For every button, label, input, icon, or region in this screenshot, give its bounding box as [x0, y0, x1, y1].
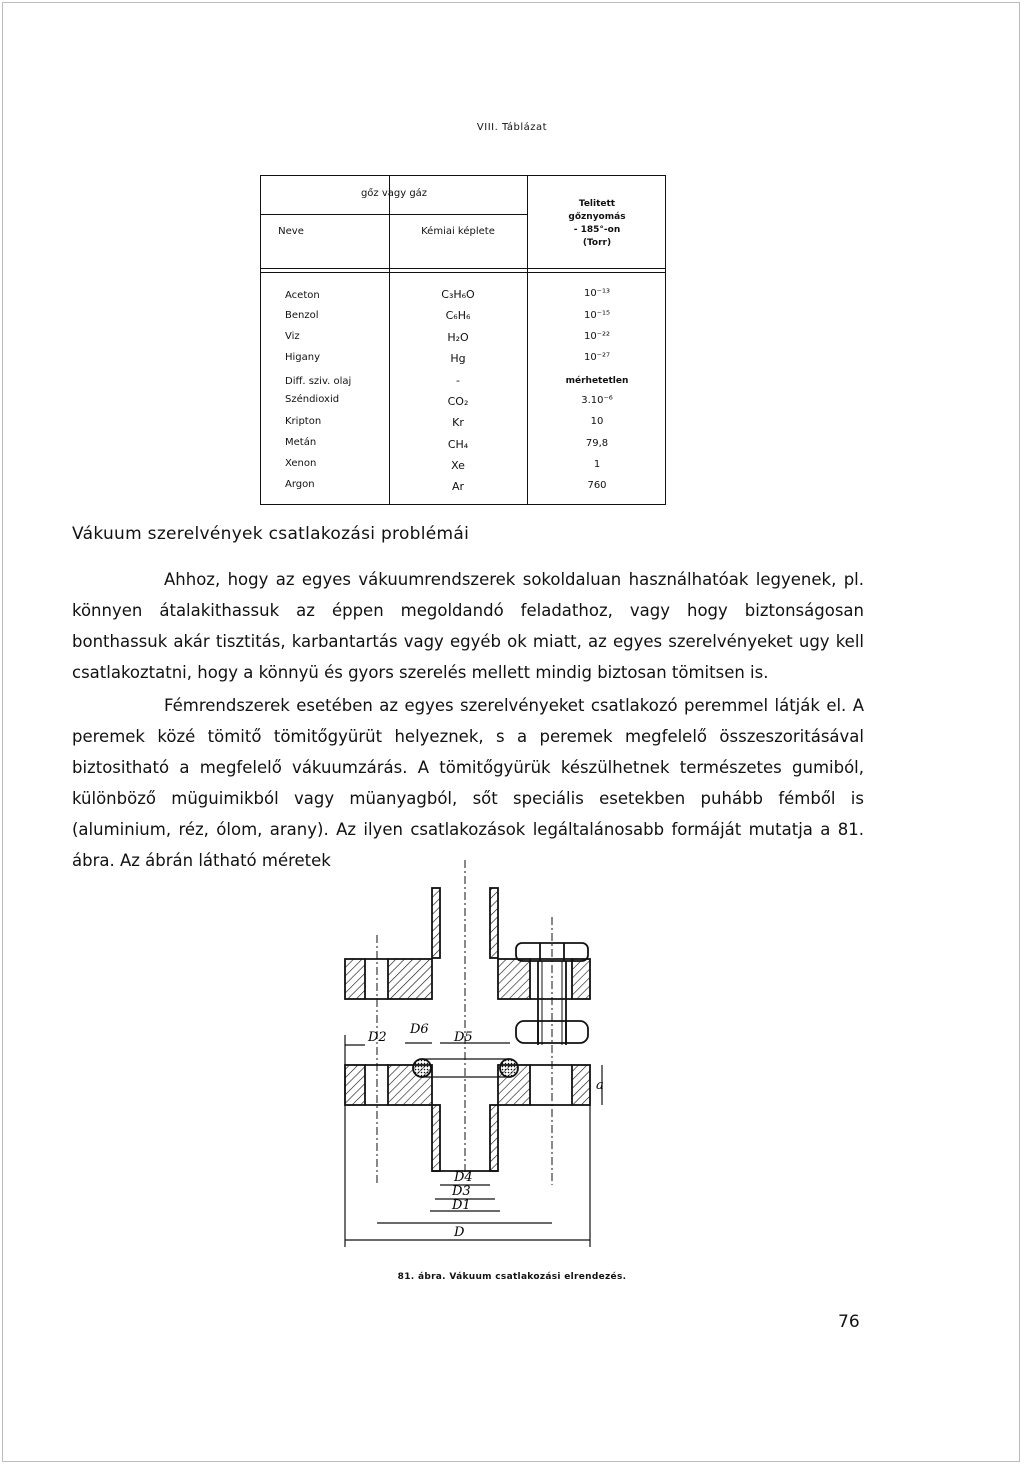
upper-flange-right-inner	[498, 959, 530, 999]
row-formula: CO₂	[447, 395, 469, 408]
row-pressure: 760	[587, 480, 607, 491]
row-name: Viz	[285, 331, 300, 342]
row-name: Xenon	[285, 458, 317, 469]
row-name: Metán	[285, 437, 317, 448]
row-name: Diff. sziv. olaj	[285, 376, 352, 387]
row-pressure: 10⁻¹³	[583, 288, 611, 299]
column-pressures	[527, 176, 667, 506]
column-formulas	[389, 176, 527, 506]
row-name: Higany	[285, 352, 321, 363]
row-name: Benzol	[285, 310, 319, 321]
table-caption: VIII. Táblázat	[476, 122, 548, 133]
row-pressure: 10⁻¹⁵	[583, 310, 611, 321]
page-number: 76	[838, 1312, 860, 1332]
label-d5: D5	[454, 1030, 473, 1045]
row-formula: Ar	[451, 480, 465, 493]
header-pressure-line-2: gőznyomás	[568, 212, 626, 222]
lower-flange-right-outer	[572, 1065, 590, 1105]
upper-tube-right-wall	[490, 888, 498, 958]
label-d6: D6	[410, 1022, 429, 1037]
row-formula: Xe	[451, 459, 465, 472]
lower-flange-left-outer	[345, 1065, 365, 1105]
row-formula: -	[456, 374, 460, 387]
header-pressure-line-3: - 185°-on	[573, 225, 621, 235]
paragraph-1: Ahhoz, hogy az egyes vákuumrendszerek sokoldaluan használhatóak legyenek, pl. könnyen átalakithassuk az éppen megoldandó feladathoz, vagy hogy biztonságosan bonthassuk akár tisztitás, karbantartás vagy egyéb ok miatt, az egyes szerelvényeket ugy kell csatlakoztatni, hogy a könnyü és gyors szerelés mellett mindig biztosan tömitsen is.	[72, 570, 864, 682]
row-name: Argon	[285, 479, 315, 490]
header-formula: Kémiai képlete	[421, 226, 495, 237]
row-formula: H₂O	[447, 331, 469, 344]
section-heading: Vákuum szerelvények csatlakozási problémái	[72, 524, 470, 544]
paragraph-2: Fémrendszerek esetében az egyes szerelvényeket csatlakozó peremmel látják el. A peremek közé tömitő tömitőgyürüt helyeznek, s a peremek megfelelő összeszoritásával biztositható a megfelelő vákuumzárás. A tömitőgyürük készülhetnek természetes gumiból, különböző müguimikból vagy müanyagból, sőt speciális esetekben puhább fémből is (aluminium, réz, ólom, arany). Az ilyen csatlakozások legáltalánosabb formáját mutatja a 81. ábra. Az ábrán látható méretek	[72, 696, 864, 870]
label-d4: D4	[454, 1170, 473, 1185]
header-pressure-line-4: (Torr)	[582, 238, 612, 248]
label-a: a	[596, 1078, 604, 1093]
row-name: Széndioxid	[285, 394, 340, 405]
row-pressure: 3.10⁻⁶	[581, 395, 613, 406]
lower-flange-left-inner	[388, 1065, 432, 1105]
row-formula: C₆H₆	[445, 309, 471, 322]
label-d: D	[454, 1225, 465, 1240]
row-pressure: mérhetetlen	[565, 376, 629, 386]
column-names	[285, 176, 389, 506]
lower-tube-right-wall	[490, 1105, 498, 1171]
row-name: Kripton	[285, 416, 322, 427]
upper-flange-left-outer	[345, 959, 365, 999]
upper-flange-right-outer	[572, 959, 590, 999]
header-name: Neve	[278, 226, 304, 237]
label-d1: D1	[452, 1198, 471, 1213]
row-formula: CH₄	[447, 438, 469, 451]
label-d2: D2	[368, 1030, 387, 1045]
header-pressure-line-1: Telitett	[578, 199, 616, 209]
upper-tube-left-wall	[432, 888, 440, 958]
row-formula: Hg	[450, 352, 466, 365]
flange-connection-figure	[330, 855, 610, 1250]
row-pressure: 10⁻²⁷	[583, 352, 611, 363]
row-pressure: 1	[593, 459, 601, 470]
row-pressure: 79,8	[585, 438, 609, 449]
row-name: Aceton	[285, 290, 320, 301]
row-pressure: 10⁻²²	[583, 331, 611, 342]
row-pressure: 10	[590, 416, 604, 427]
label-d3: D3	[452, 1184, 471, 1199]
lower-tube-left-wall	[432, 1105, 440, 1171]
vapor-pressure-table	[260, 175, 666, 505]
lower-flange-right-inner	[498, 1065, 530, 1105]
upper-flange-left-inner	[388, 959, 432, 999]
figure-caption: 81. ábra. Vákuum csatlakozási elrendezés.	[397, 1272, 627, 1282]
row-formula: C₃H₆O	[441, 288, 475, 301]
row-formula: Kr	[452, 416, 464, 429]
group-header: gőz vagy gáz	[360, 188, 428, 199]
